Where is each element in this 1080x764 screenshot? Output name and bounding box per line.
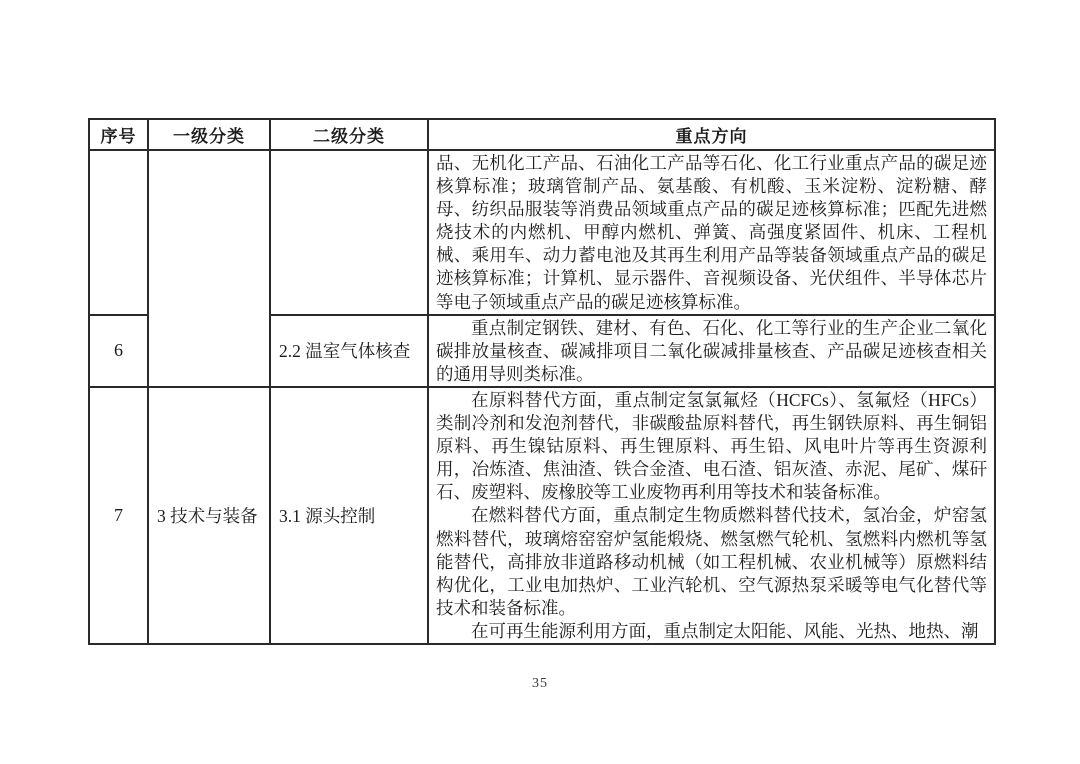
- direction-paragraph: 重点制定钢铁、建材、有色、石化、化工等行业的生产企业二氧化碳排放量核查、碳减排项目二氧化碳减排量核查、产品碳足迹核查相关的通用导则类标准。: [436, 317, 987, 384]
- direction-paragraph: 在燃料替代方面，重点制定生物质燃料替代技术，氢冶金，炉窑氢燃料替代，玻璃熔窑窑炉氢能煅烧、燃氢燃气轮机、氢燃料内燃机等氢能替代，高排放非道路移动机械（如工程机械、农业机械等）原燃料结构优化，工业电加热炉、工业汽轮机、空气源热泵采暖等电气化替代等技术和装备标准。: [436, 505, 987, 618]
- header-level1: 一级分类: [148, 119, 270, 150]
- direction-paragraph: 在原料替代方面，重点制定氢氯氟烃（HCFCs）、氢氟烃（HFCs）类制冷剂和发泡剂替代，非碳酸盐原料替代，再生钢铁原料、再生铜铝原料、再生镍钴原料、再生锂原料、再生铅、风电叶片等再生资源利用，冶炼渣、焦油渣、铁合金渣、电石渣、铝灰渣、赤泥、尾矿、煤矸石、废塑料、废橡胶等工业废物再利用等技术和装备标准。: [436, 389, 987, 503]
- level2-cell-continuation: [270, 150, 428, 315]
- level2-cell-7: 3.1 源头控制: [270, 387, 428, 644]
- level1-cell-merged: [148, 150, 270, 387]
- header-level2: 二级分类: [270, 119, 428, 150]
- table-row-continuation: [89, 150, 995, 315]
- classification-table: [88, 118, 996, 645]
- table-header-row: [89, 119, 995, 150]
- direction-paragraph: 在可再生能源利用方面，重点制定太阳能、风能、光热、地热、潮: [471, 620, 979, 641]
- table-row-7: [89, 387, 995, 644]
- level2-cell-6: 2.2 温室气体核查: [270, 315, 428, 387]
- header-direction: 重点方向: [428, 119, 995, 150]
- header-seq: 序号: [89, 119, 148, 150]
- direction-cell-6: [428, 315, 995, 387]
- seq-cell-continuation: [89, 150, 148, 315]
- level1-cell-7: 3 技术与装备: [148, 387, 270, 644]
- seq-cell-7: 7: [89, 387, 148, 644]
- direction-paragraph: 品、无机化工产品、石油化工产品等石化、化工行业重点产品的碳足迹核算标准；玻璃管制产品、氨基酸、有机酸、玉米淀粉、淀粉糖、酵母、纺织品服装等消费品领域重点产品的碳足迹核算标准；匹配先进燃烧技术的内燃机、甲醇内燃机、弹簧、高强度紧固件、机床、工程机械、乘用车、动力蓄电池及其再生利用产品等装备领域重点产品的碳足迹核算标准；计算机、显示器件、音视频设备、光伏组件、半导体芯片等电子领域重点产品的碳足迹核算标准。: [436, 153, 987, 312]
- direction-cell-7: [428, 387, 995, 644]
- seq-cell-6: 6: [89, 315, 148, 387]
- page-number: 35: [532, 676, 548, 691]
- direction-cell-continuation: [428, 150, 995, 315]
